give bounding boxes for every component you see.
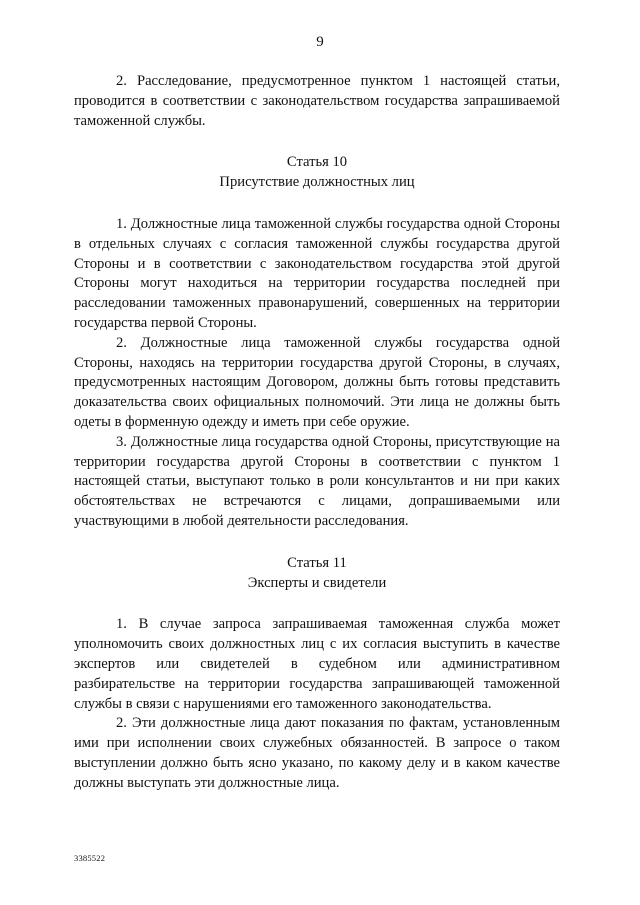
article-11-paragraph-1: 1. В случае запроса запрашиваемая таможенная служба может уполномочить своих должностных лиц с их согласия выступить в качестве экспертов или свидетелей в судебном или административном разбирательстве на территории государства запрашивающей таможенной службы в связи с нарушениями его таможенного законодательства. (74, 616, 560, 712)
article-10-paragraph-3: 3. Должностные лица государства одной Стороны, присутствующие на территории государства другой Стороны в соответствии с пунктом 1 настоящей статьи, выступают только в роли консультантов и ни при каких обстоятельствах не встречаются с лицами, допрашиваемыми или участвующими в любой деятельности расследования. (74, 433, 560, 529)
document-body (74, 72, 560, 794)
article-11-number: Статья 11 (287, 554, 347, 571)
article-10-number: Статья 10 (286, 154, 348, 171)
document-code: 3385522 (74, 853, 106, 863)
page-number: 9 (316, 34, 324, 50)
article-11 (74, 554, 560, 794)
article-11-paragraph-2: 2. Эти должностные лица дают показания по фактам, установленным ими при исполнении своих служебных обязанностей. В запросе о таком выступлении должно быть ясно указано, по какому делу и в каком качестве должны выступать эти должностные лица. (74, 715, 560, 791)
article-10-paragraph-1: 1. Должностные лица таможенной службы государства одной Стороны в отдельных случаях с согласия таможенной службы государства другой Стороны и в соответствии с законодательством государства этой другой Стороны могут находиться на территории государства последней при расследовании таможенных правонарушений, совершенных на территории государства первой Стороны. (74, 215, 560, 331)
article-10-paragraph-2: 2. Должностные лица таможенной службы государства одной Стороны, находясь на территории государства другой Стороны, в случаях, предусмотренных настоящим Договором, должны быть готовы представить доказательства своих официальных полномочий. Эти лица не должны быть одеты в форменную одежду и иметь при себе оружие. (74, 334, 560, 430)
article-10 (74, 153, 560, 531)
intro-paragraph: 2. Расследование, предусмотренное пунктом 1 настоящей статьи, проводится в соответствии с законодательством государства запрашиваемой таможенной службы. (74, 73, 560, 129)
article-11-title: Эксперты и свидетели (247, 574, 387, 591)
article-10-title: Присутствие должностных лиц (219, 174, 415, 191)
